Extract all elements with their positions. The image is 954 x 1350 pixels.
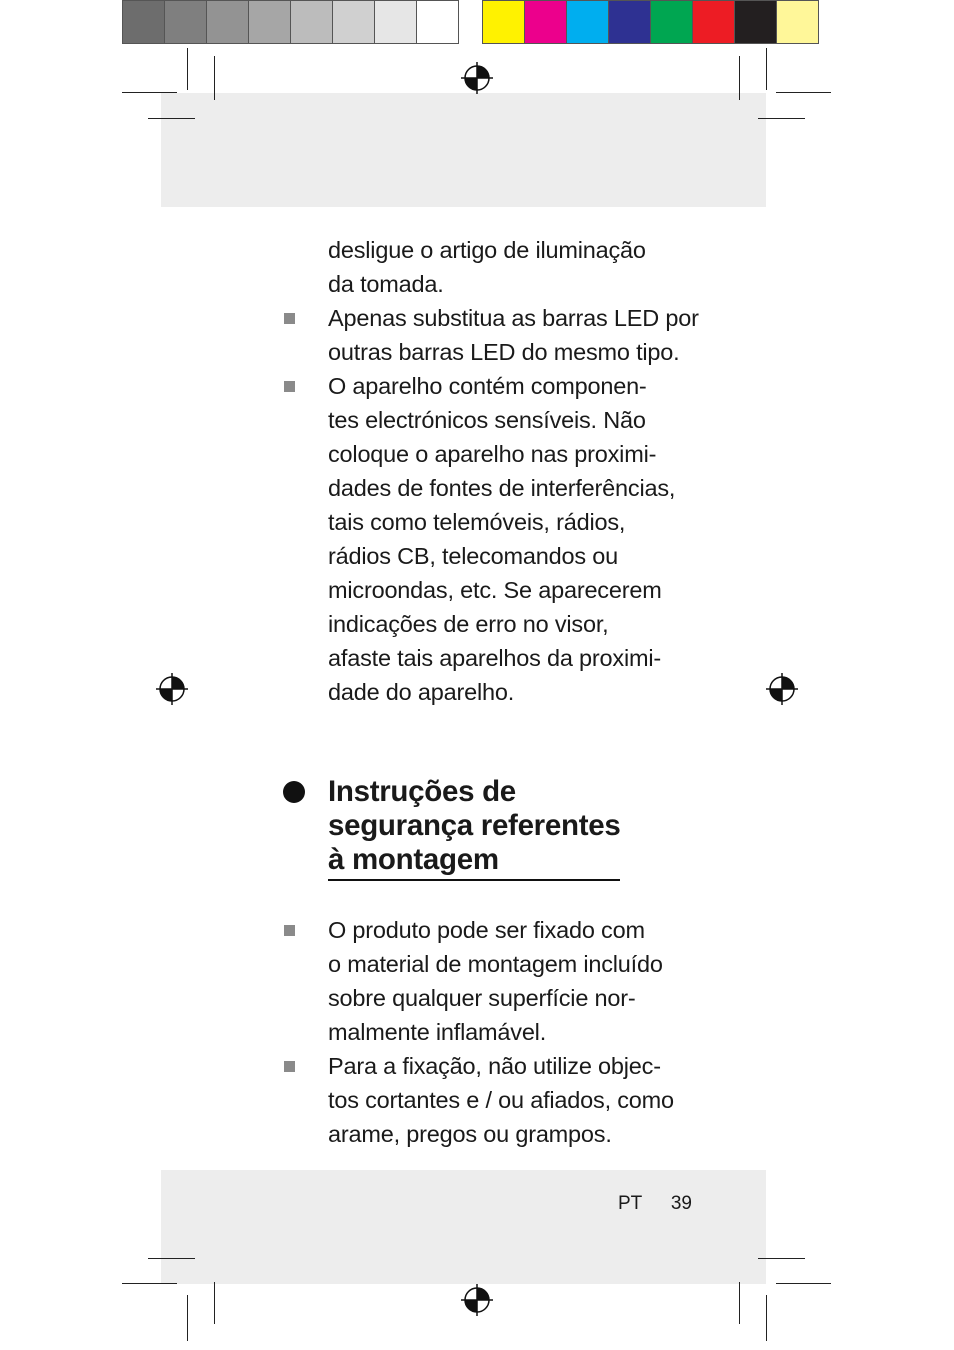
- list-item: O produto pode ser fixado com o material de montagem incluído sobre qualquer superfície nor- malmente inflamável.: [280, 913, 700, 1049]
- color-swatch: [524, 0, 567, 44]
- gray-swatch: [122, 0, 165, 44]
- gray-swatch: [164, 0, 207, 44]
- gray-swatch: [332, 0, 375, 44]
- gray-swatch: [290, 0, 333, 44]
- gray-swatch: [416, 0, 459, 44]
- color-swatch: [692, 0, 735, 44]
- color-swatch: [650, 0, 693, 44]
- color-swatch: [608, 0, 651, 44]
- color-swatch: [566, 0, 609, 44]
- safety-text-block: [280, 233, 700, 709]
- footer-band: [161, 1170, 766, 1284]
- mounting-text-block: [280, 913, 700, 1151]
- language-code: PT: [618, 1193, 643, 1214]
- color-calibration-bar: [482, 0, 818, 46]
- color-swatch: [776, 0, 819, 44]
- bullet-square-icon: [284, 313, 295, 324]
- gray-swatch: [248, 0, 291, 44]
- gray-calibration-bar: [122, 0, 458, 46]
- bullet-square-icon: [284, 381, 295, 392]
- section-title: Instruções de segurança referentes à montagem: [328, 775, 620, 881]
- list-item: Apenas substitua as barras LED por outras barras LED do mesmo tipo.: [280, 301, 700, 369]
- bullet-square-icon: [284, 925, 295, 936]
- header-band: [161, 93, 766, 207]
- registration-mark-icon: [460, 61, 494, 95]
- page-footer: [618, 1193, 692, 1215]
- registration-mark-icon: [765, 672, 799, 706]
- color-swatch: [734, 0, 777, 44]
- continuation-paragraph: desligue o artigo de iluminação da tomada.: [328, 237, 646, 297]
- registration-mark-icon: [155, 672, 189, 706]
- bullet-square-icon: [284, 1061, 295, 1072]
- registration-mark-icon: [460, 1283, 494, 1317]
- page-number: 39: [670, 1193, 692, 1214]
- section-heading: [280, 775, 720, 881]
- gray-swatch: [206, 0, 249, 44]
- heading-bullet-icon: [283, 781, 305, 803]
- list-item: Para a fixação, não utilize objec- tos cortantes e / ou afiados, como arame, pregos ou grampos.: [280, 1049, 700, 1151]
- gray-swatch: [374, 0, 417, 44]
- list-item: O aparelho contém componen- tes electrónicos sensíveis. Não coloque o aparelho nas proximi- dades de fontes de interferências, tais como telemóveis, rádios, rádios CB, telecomandos ou microondas, etc. Se aparecerem indicações de erro no visor, afaste tais aparelhos da proximi- dade do aparelho.: [280, 369, 700, 709]
- color-swatch: [482, 0, 525, 44]
